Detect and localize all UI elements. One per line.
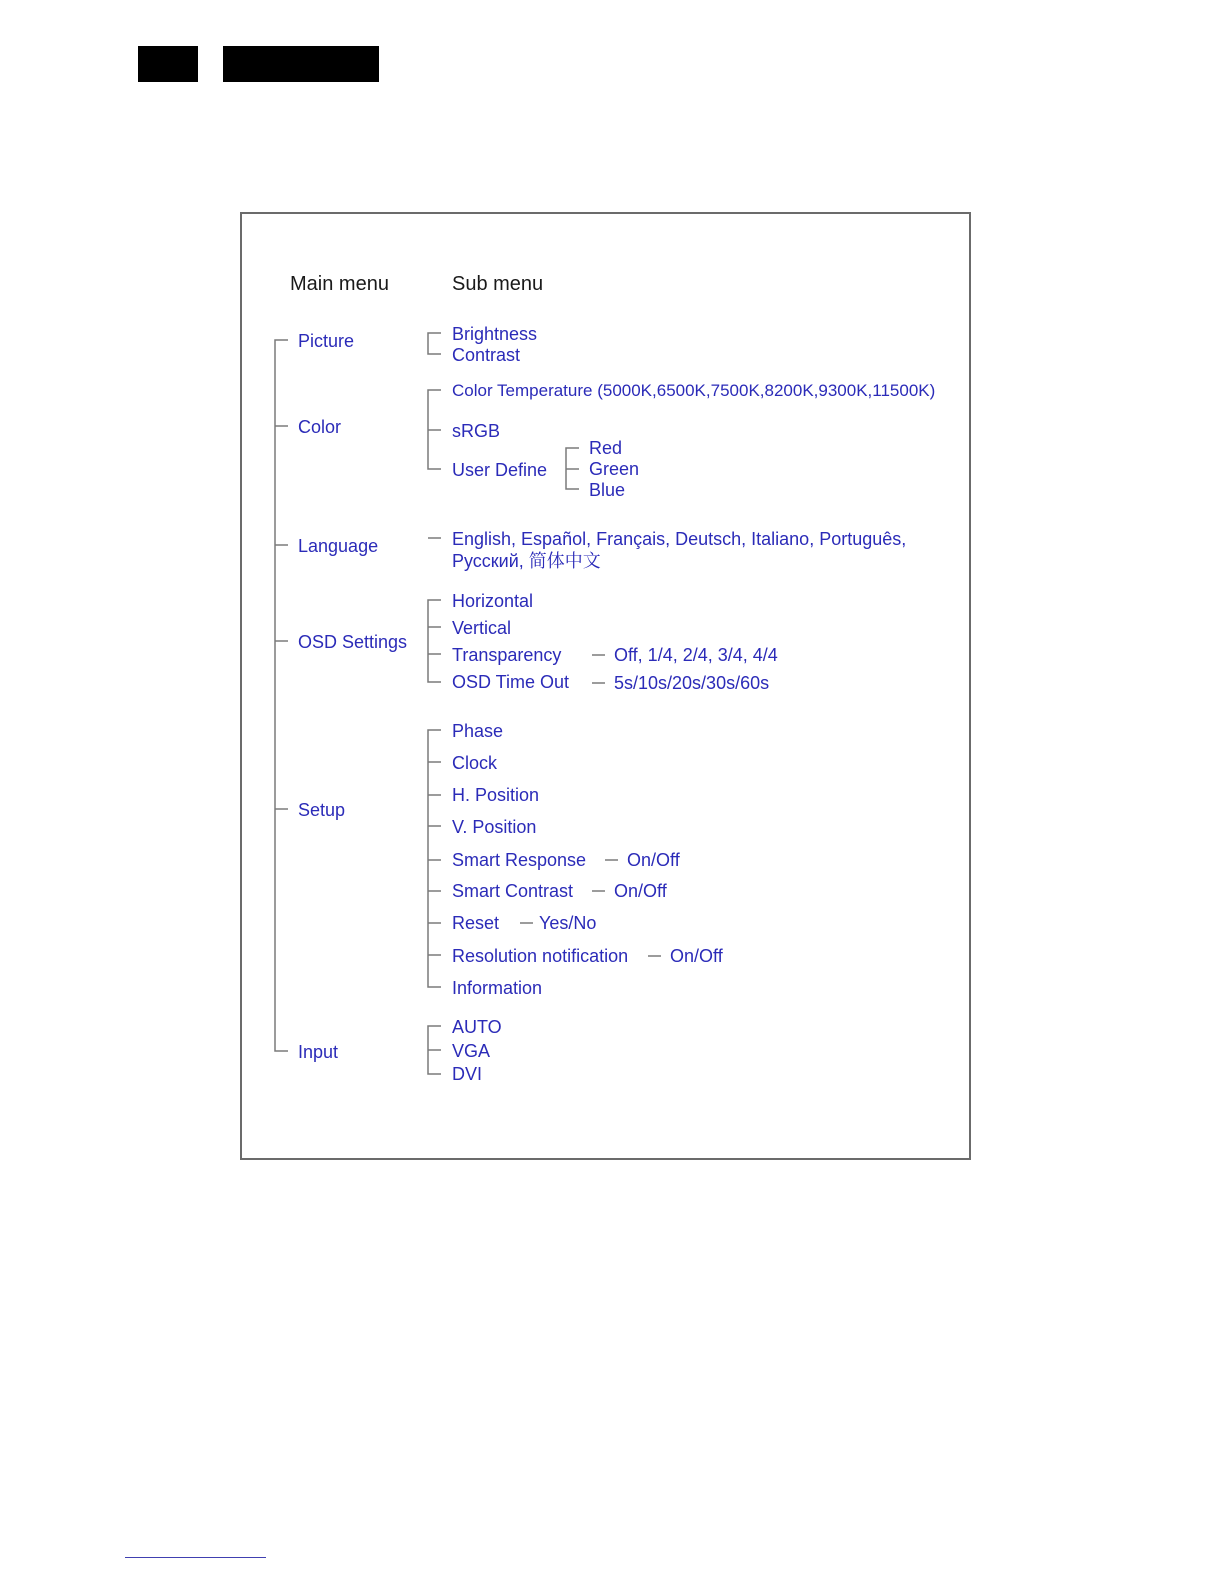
sub-item-resolution-notification: Resolution notification bbox=[452, 946, 629, 966]
main-item-input: Input bbox=[298, 1042, 339, 1062]
main-item-setup: Setup bbox=[298, 800, 346, 820]
osd-time-out-values: 5s/10s/20s/30s/60s bbox=[614, 673, 770, 693]
resolution-notification-value: On/Off bbox=[670, 946, 723, 966]
sub-item-vertical: Vertical bbox=[452, 618, 512, 638]
main-item-language: Language bbox=[298, 536, 379, 556]
sub-item-h-position: H. Position bbox=[452, 785, 540, 805]
main-item-color: Color bbox=[298, 417, 342, 437]
sub-item-smart-contrast: Smart Contrast bbox=[452, 881, 574, 901]
footer-rule bbox=[125, 1557, 266, 1558]
sub-item-horizontal: Horizontal bbox=[452, 591, 534, 611]
smart-contrast-value: On/Off bbox=[614, 881, 667, 901]
sub-item-color-temperature: Color Temperature (5000K,6500K,7500K,8200K,9300K,11500K) bbox=[452, 381, 936, 400]
sub-item-transparency: Transparency bbox=[452, 645, 562, 665]
main-item-picture: Picture bbox=[298, 331, 355, 351]
sub-item-smart-response: Smart Response bbox=[452, 850, 587, 870]
main-menu-header: Main menu bbox=[290, 273, 389, 295]
sub-item-information: Information bbox=[452, 978, 543, 998]
sub-item-srgb: sRGB bbox=[452, 421, 501, 441]
reset-value: Yes/No bbox=[539, 913, 597, 933]
main-item-osd-settings: OSD Settings bbox=[298, 632, 408, 652]
sub-item-contrast: Contrast bbox=[452, 345, 521, 365]
smart-response-value: On/Off bbox=[627, 850, 680, 870]
sub-item-blue: Blue bbox=[589, 480, 626, 500]
sub-item-osd-time-out: OSD Time Out bbox=[452, 672, 570, 692]
sub-item-user-define: User Define bbox=[452, 460, 548, 480]
transparency-values: Off, 1/4, 2/4, 3/4, 4/4 bbox=[614, 645, 778, 665]
sub-item-dvi: DVI bbox=[452, 1064, 483, 1084]
language-options-line1: English, Español, Français, Deutsch, Italiano, Português, bbox=[452, 529, 907, 549]
sub-item-vga: VGA bbox=[452, 1041, 491, 1061]
sub-item-reset: Reset bbox=[452, 913, 500, 933]
sub-item-brightness: Brightness bbox=[452, 324, 538, 344]
sub-item-green: Green bbox=[589, 459, 640, 479]
sub-item-phase: Phase bbox=[452, 721, 504, 741]
language-options-line2: Русский, 简体中文 bbox=[452, 551, 601, 571]
sub-item-auto: AUTO bbox=[452, 1017, 502, 1037]
sub-item-red: Red bbox=[589, 438, 623, 458]
sub-item-clock: Clock bbox=[452, 753, 498, 773]
sub-menu-header: Sub menu bbox=[452, 273, 544, 295]
sub-item-v-position: V. Position bbox=[452, 817, 537, 837]
